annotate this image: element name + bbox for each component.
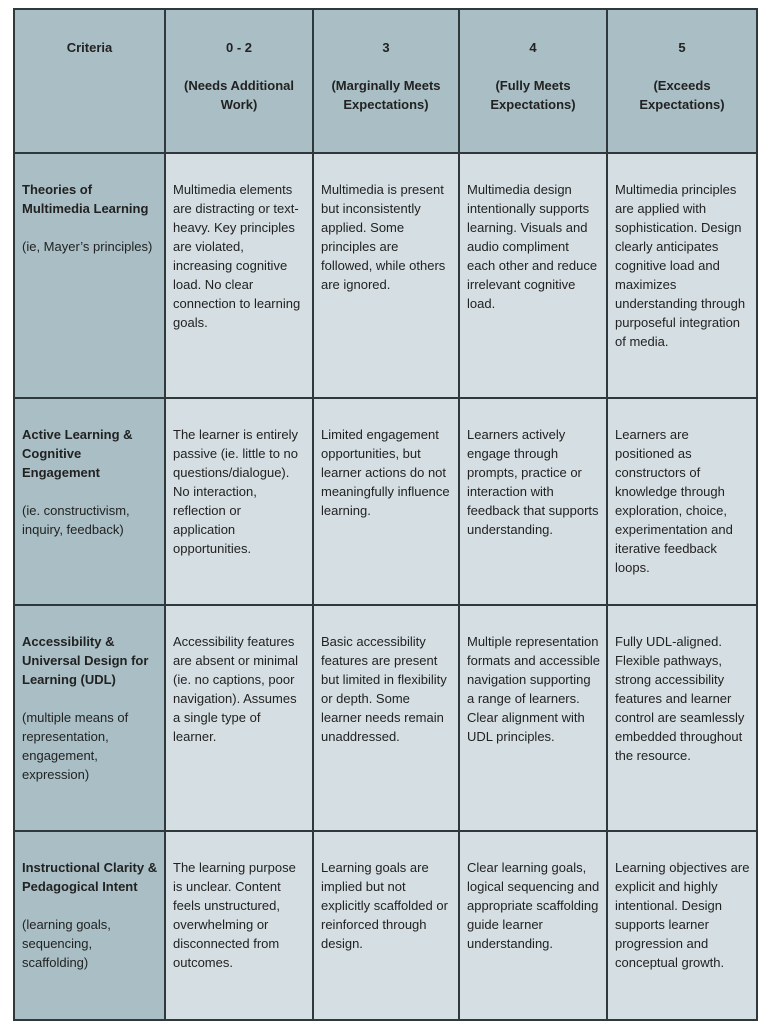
rubric-table bbox=[13, 8, 758, 1021]
rubric-cell bbox=[607, 153, 757, 398]
level-score: 5 bbox=[678, 40, 686, 55]
header-criteria bbox=[14, 9, 165, 153]
criteria-cell bbox=[14, 153, 165, 398]
table-row bbox=[14, 605, 757, 831]
criteria-subtitle: (multiple means of representation, engagement, expression) bbox=[22, 710, 129, 782]
level-label: (Fully Meets Expectations) bbox=[490, 78, 576, 112]
rubric-cell bbox=[165, 153, 313, 398]
criteria-title: Active Learning & Cognitive Engagement bbox=[22, 427, 133, 480]
cell-text: Multimedia principles are applied with sophistication. Design clearly anticipates cognitive load and maximizes understanding through purposeful integration of media. bbox=[615, 182, 746, 349]
header-row bbox=[14, 9, 757, 153]
header-level-0-2 bbox=[165, 9, 313, 153]
level-score: 0 - 2 bbox=[225, 40, 252, 55]
level-score: 4 bbox=[529, 40, 537, 55]
criteria-subtitle: (learning goals, sequencing, scaffolding) bbox=[22, 917, 111, 970]
rubric-cell bbox=[313, 605, 459, 831]
criteria-cell bbox=[14, 605, 165, 831]
cell-text: Clear learning goals, logical sequencing and appropriate scaffolding guide learner understanding. bbox=[467, 860, 600, 951]
table-row bbox=[14, 398, 757, 605]
header-level-3 bbox=[313, 9, 459, 153]
rubric-cell bbox=[313, 398, 459, 605]
cell-text: The learning purpose is unclear. Content feels unstructured, overwhelming or disconnected from outcomes. bbox=[173, 860, 296, 970]
rubric-cell bbox=[165, 605, 313, 831]
criteria-title: Instructional Clarity & Pedagogical Intent bbox=[22, 860, 158, 894]
criteria-subtitle: (ie. constructivism, inquiry, feedback) bbox=[22, 503, 130, 537]
cell-text: Basic accessibility features are present but limited in flexibility or depth. Some learner needs remain unaddressed. bbox=[321, 634, 447, 744]
header-level-5 bbox=[607, 9, 757, 153]
rubric-cell bbox=[607, 398, 757, 605]
cell-text: Limited engagement opportunities, but learner actions do not meaningfully influence learning. bbox=[321, 427, 450, 518]
cell-text: The learner is entirely passive (ie. little to no questions/dialogue). No interaction, reflection or application opportunities. bbox=[173, 427, 299, 556]
cell-text: Accessibility features are absent or minimal (ie. no captions, poor navigation). Assumes a single type of learner. bbox=[173, 634, 298, 744]
cell-text: Learning objectives are explicit and highly intentional. Design supports learner progression and conceptual growth. bbox=[615, 860, 750, 970]
table-row bbox=[14, 831, 757, 1020]
level-score: 3 bbox=[382, 40, 390, 55]
rubric-cell bbox=[459, 831, 607, 1020]
header-level-4 bbox=[459, 9, 607, 153]
cell-text: Multiple representation formats and accessible navigation supporting a range of learners. Clear alignment with UDL principles. bbox=[467, 634, 600, 744]
criteria-subtitle: (ie, Mayer’s principles) bbox=[22, 239, 153, 254]
criteria-title: Theories of Multimedia Learning bbox=[22, 182, 149, 216]
rubric-cell bbox=[313, 153, 459, 398]
cell-text: Multimedia is present but inconsistently applied. Some principles are followed, while others are ignored. bbox=[321, 182, 446, 292]
cell-text: Learning goals are implied but not explicitly scaffolded or reinforced through design. bbox=[321, 860, 448, 951]
rubric-cell bbox=[459, 398, 607, 605]
criteria-cell bbox=[14, 831, 165, 1020]
criteria-title: Accessibility & Universal Design for Learning (UDL) bbox=[22, 634, 149, 687]
criteria-label: Criteria bbox=[66, 40, 113, 55]
rubric-cell bbox=[313, 831, 459, 1020]
cell-text: Multimedia design intentionally supports learning. Visuals and audio compliment each other and reduce irrelevant cognitive load. bbox=[467, 182, 598, 311]
cell-text: Learners are positioned as constructors of knowledge through exploration, choice, experimentation and iterative feedback loops. bbox=[615, 427, 733, 575]
table-row bbox=[14, 153, 757, 398]
level-label: (Needs Additional Work) bbox=[183, 78, 295, 112]
cell-text: Learners actively engage through prompts, practice or interaction with feedback that supports understanding. bbox=[467, 427, 599, 537]
cell-text: Multimedia elements are distracting or text-heavy. Key principles are violated, increasing cognitive load. No clear connection to learning goals. bbox=[173, 182, 301, 330]
level-label: (Marginally Meets Expectations) bbox=[331, 78, 441, 112]
level-label: (Exceeds Expectations) bbox=[639, 78, 725, 112]
rubric-cell bbox=[459, 153, 607, 398]
rubric-cell bbox=[607, 831, 757, 1020]
rubric-cell bbox=[165, 831, 313, 1020]
rubric-cell bbox=[165, 398, 313, 605]
rubric-cell bbox=[607, 605, 757, 831]
criteria-cell bbox=[14, 398, 165, 605]
cell-text: Fully UDL-aligned. Flexible pathways, strong accessibility features and learner control are seamlessly embedded throughout the resource. bbox=[615, 634, 745, 763]
rubric-cell bbox=[459, 605, 607, 831]
